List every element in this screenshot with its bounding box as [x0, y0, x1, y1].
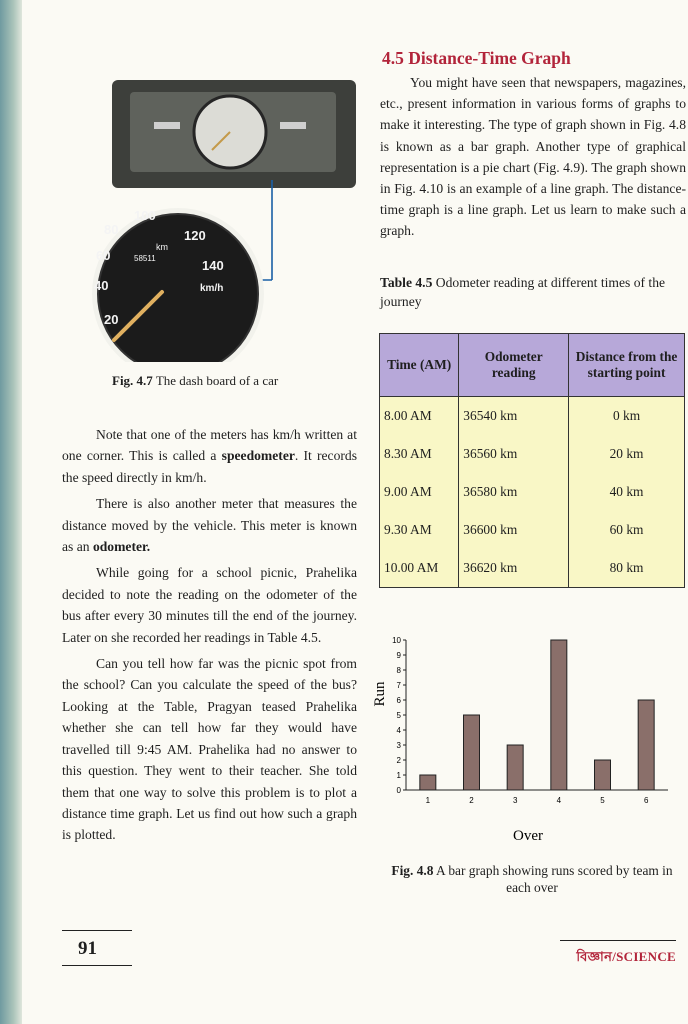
table-row: 9.00 AM 36580 km 40 km — [380, 473, 685, 511]
y-tick-label: 4 — [396, 726, 401, 735]
speedometer-dial-icon — [98, 214, 258, 362]
table-row: 8.30 AM 36560 km 20 km — [380, 435, 685, 473]
svg-text:100: 100 — [134, 208, 156, 223]
x-tick-label: 6 — [643, 796, 649, 805]
book-brand: বিজ্ঞান/SCIENCE — [560, 940, 676, 969]
svg-text:120: 120 — [184, 228, 206, 243]
term-speedometer: speedometer — [221, 448, 295, 464]
paragraph-picnic: While going for a school picnic, Prahelika decided to note the reading on the odometer of the bus after every 30 minutes till the end of the journey. Later on she recorded her readings in Table 4.5. — [62, 565, 357, 645]
svg-text:60: 60 — [96, 248, 111, 263]
section-title: 4.5 Distance-Time Graph — [382, 48, 571, 68]
y-axis-label: Run — [372, 681, 388, 707]
svg-text:80: 80 — [104, 222, 119, 237]
y-tick-label: 7 — [396, 681, 401, 690]
y-tick-label: 8 — [396, 666, 401, 675]
x-tick-label: 5 — [600, 796, 605, 805]
x-tick-label: 3 — [512, 796, 518, 805]
table-row: 8.00 AM 36540 km 0 km — [380, 397, 685, 436]
x-tick-label: 4 — [556, 796, 562, 805]
odometer-table — [379, 333, 685, 588]
table-caption: Table 4.5 Odometer reading at different times of the journey — [380, 275, 666, 309]
bar-over-2 — [464, 715, 480, 790]
table-header-time: Time (AM) — [380, 334, 459, 397]
bar-over-1 — [420, 775, 436, 790]
x-axis-label: Over — [513, 828, 543, 844]
bar-over-5 — [595, 760, 611, 790]
textbook-page — [22, 0, 688, 1024]
y-tick-label: 6 — [396, 696, 401, 705]
paragraph-question: Can you tell how far was the picnic spot from the school? Can you calculate the speed of the bus? Looking at the Table, Pragyan teased Prahelika whether she can tell how far they would have travelled till 9:45 AM. Prahelika had no answer to this question. They went to their teacher. She told them that one way to solve this problem is to plot a distance time graph. Let us find out how such a graph is plotted. — [62, 656, 357, 843]
svg-text:20: 20 — [104, 312, 119, 327]
table-header-distance: Distance from the starting point — [569, 334, 685, 397]
x-tick-label: 2 — [469, 796, 474, 805]
y-tick-label: 10 — [392, 636, 401, 645]
svg-text:40: 40 — [94, 278, 109, 293]
section-intro: You might have seen that newspapers, magazines, etc., present information in various forms of graphs to make it interesting. The type of graph shown in Fig. 4.8 is known as a bar graph. Another type of graphical representation is a pie chart (Fig. 4.9). The graph shown in Fig. 4.10 is an example of a line graph. The distance-time graph is a line graph. Let us learn to make such a graph. — [380, 75, 686, 239]
paragraph-speedometer: Note that one of the meters has km/h written at one corner. This is called a speedometer. It records the speed directly in km/h. — [62, 427, 357, 485]
car-dashboard-figure — [90, 80, 358, 362]
bar-over-6 — [638, 700, 654, 790]
svg-text:km/h: km/h — [200, 283, 224, 294]
bar-over-4 — [551, 640, 567, 790]
y-tick-label: 9 — [396, 651, 401, 660]
y-tick-label: 5 — [396, 711, 401, 720]
svg-text:58511: 58511 — [134, 254, 156, 263]
bar-over-3 — [507, 745, 523, 790]
svg-text:km: km — [156, 242, 168, 252]
x-tick-label: 1 — [425, 796, 431, 805]
runs-bar-chart — [362, 632, 682, 850]
y-tick-label: 2 — [396, 756, 401, 765]
table-row: 10.00 AM 36620 km 80 km — [380, 549, 685, 588]
svg-text:140: 140 — [202, 258, 224, 273]
page-number: 91 — [62, 930, 132, 966]
y-tick-label: 0 — [396, 786, 401, 795]
table-row: 9.30 AM 36600 km 60 km — [380, 511, 685, 549]
paragraph-odometer: There is also another meter that measures the distance moved by the vehicle. This meter is known as an odometer. — [62, 496, 357, 555]
dashboard-figure-caption: Fig. 4.7 The dash board of a car — [112, 373, 279, 388]
left-column-text — [62, 424, 357, 851]
term-odometer: odometer. — [92, 539, 151, 555]
y-tick-label: 1 — [396, 771, 401, 780]
table-header-odometer: Odometer reading — [459, 334, 569, 397]
y-tick-label: 3 — [396, 741, 401, 750]
book-spine-edge — [0, 0, 22, 1024]
bar-figure-caption: Fig. 4.8 A bar graph showing runs scored by team in each over — [391, 863, 673, 895]
